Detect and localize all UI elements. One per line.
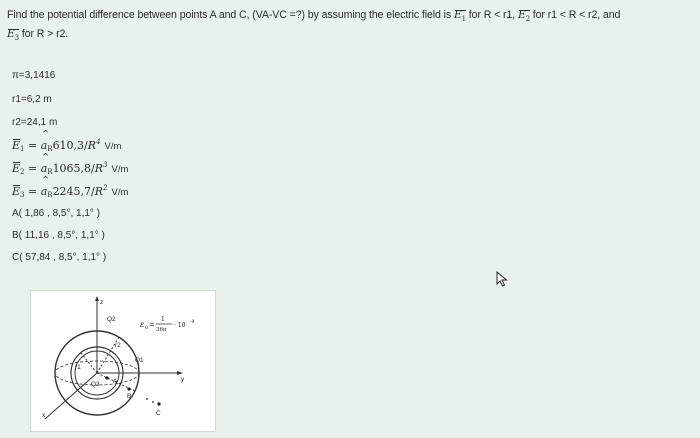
problem-text-2: for R < r1, bbox=[465, 9, 518, 21]
z-axis-arrow bbox=[95, 296, 99, 301]
point-a-label: A bbox=[113, 378, 118, 385]
point-b-dot bbox=[127, 387, 130, 390]
epsilon-symbol: ε bbox=[140, 320, 145, 329]
equals-sign: = bbox=[149, 321, 155, 329]
problem-text-4: for R > r2. bbox=[19, 28, 69, 41]
x-axis bbox=[45, 373, 97, 419]
z-axis-label: z bbox=[100, 299, 104, 306]
point-a-dot bbox=[105, 376, 108, 379]
y-axis-arrow bbox=[177, 371, 183, 375]
r1-value: r1=6,2 m bbox=[12, 94, 52, 105]
exponent: -9 bbox=[190, 320, 195, 325]
e2-symbol: $E_2$ bbox=[517, 9, 530, 24]
problem-text-1: Find the potential difference between points A and C, (VA-VC =?) by assuming the electric field is bbox=[7, 9, 454, 21]
times-ten: · 10 bbox=[174, 322, 186, 329]
permittivity-formula bbox=[140, 316, 195, 333]
e1-equation: $E_1$ = ^ $a_R610,3/R^4$ V/m bbox=[12, 138, 121, 153]
fraction-denominator: 36π bbox=[156, 327, 167, 333]
point-b-label: B bbox=[127, 393, 132, 400]
figure-svg bbox=[31, 291, 215, 431]
q2-label: Q2 bbox=[107, 316, 116, 323]
dot-1 bbox=[146, 398, 148, 400]
problem-text-3: for r1 < R < r2, and bbox=[529, 9, 621, 21]
mouse-pointer-icon bbox=[496, 271, 508, 292]
fraction-numerator: 1 bbox=[161, 316, 165, 323]
e1-symbol: $E_1$ bbox=[453, 9, 466, 24]
r1-label: r1 bbox=[75, 364, 81, 371]
e3-equation: $E_3$ = ^ $a_R2245,7/R^2$ V/m bbox=[12, 184, 128, 199]
point-c-label: C bbox=[156, 410, 161, 417]
q3-label: Q3 bbox=[91, 381, 100, 388]
r2-label: r2 bbox=[115, 342, 121, 349]
problem-figure bbox=[30, 290, 216, 432]
q1-label: Q1 bbox=[135, 357, 144, 364]
r1-radius-line bbox=[81, 353, 97, 373]
point-a-coords: A( 1,86 , 8,5°, 1,1° ) bbox=[12, 208, 101, 219]
point-c-coords: C( 57,84 , 8,5°, 1,1° ) bbox=[12, 252, 107, 263]
pi-value: π=3,1416 bbox=[12, 70, 56, 81]
r2-value: r2=24,1 m bbox=[12, 117, 58, 128]
dot-2 bbox=[152, 401, 154, 403]
epsilon-sub: 0 bbox=[145, 325, 149, 331]
problem-statement bbox=[7, 8, 693, 46]
y-axis-label: y bbox=[181, 376, 185, 383]
x-axis-label: x bbox=[42, 412, 46, 419]
e3-symbol: $E_3$ bbox=[7, 28, 19, 43]
point-c-dot bbox=[157, 402, 160, 405]
point-b-coords: B( 11,16 , 8,5°, 1,1° ) bbox=[12, 230, 105, 241]
e2-equation: $E_2$ = ^ $a_R1065,8/R^3$ V/m bbox=[12, 161, 128, 176]
